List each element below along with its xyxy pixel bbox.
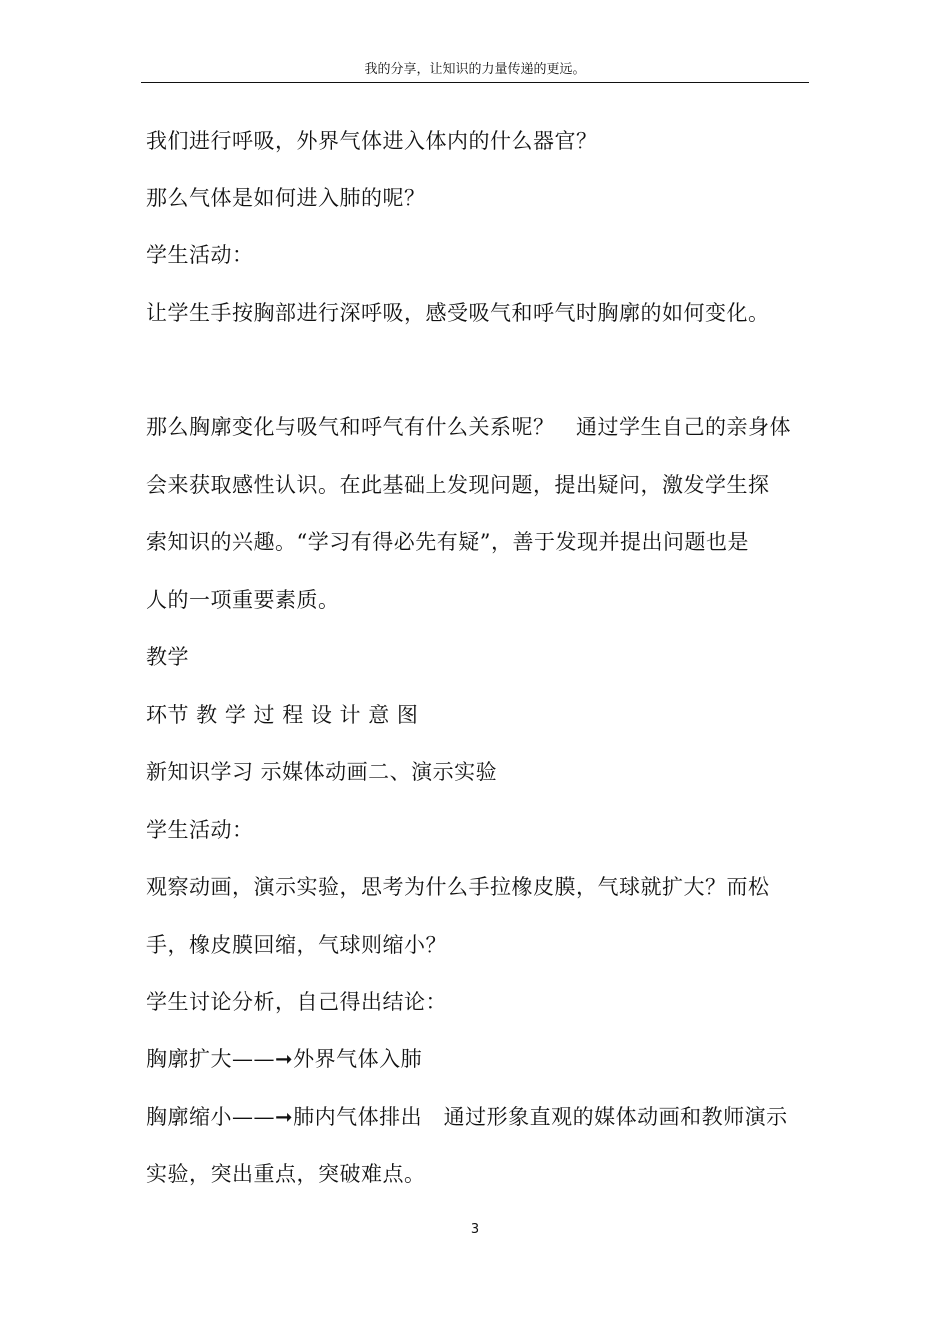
body-line: 胸廓扩大——➞外界气体入肺 <box>146 1047 423 1071</box>
header-rule <box>141 82 809 83</box>
body-line: 让学生手按胸部进行深呼吸，感受吸气和呼气时胸廓的如何变化。 <box>146 301 770 325</box>
body-line: 我们进行呼吸，外界气体进入体内的什么器官？ <box>146 129 598 153</box>
body-line: 人的一项重要素质。 <box>146 588 340 612</box>
body-line: 学生活动： <box>146 818 254 842</box>
body-line: 教学 <box>146 645 189 669</box>
body-line: 学生讨论分析，自己得出结论： <box>146 990 447 1014</box>
body-line: 学生活动： <box>146 243 254 267</box>
body-line: 胸廓缩小——➞肺内气体排出 通过形象直观的媒体动画和教师演示 <box>146 1105 788 1129</box>
body-line: 那么气体是如何进入肺的呢？ <box>146 186 426 210</box>
body-line: 环节 教 学 过 程 设 计 意 图 <box>146 703 419 727</box>
page-header: 我的分享，让知识的力量传递的更远。 <box>364 62 586 77</box>
body-line: 索知识的兴趣。“学习有得必先有疑”，善于发现并提出问题也是 <box>146 530 749 554</box>
body-line: 观察动画，演示实验，思考为什么手拉橡皮膜，气球就扩大？而松 <box>146 875 770 899</box>
body-line: 手，橡皮膜回缩，气球则缩小？ <box>146 933 447 957</box>
body-line: 那么胸廓变化与吸气和呼气有什么关系呢？ 通过学生自己的亲身体 <box>146 415 791 439</box>
body-line: 新知识学习 示媒体动画二、演示实验 <box>146 760 498 784</box>
page-number: 3 <box>470 1222 480 1237</box>
body-line: 会来获取感性认识。在此基础上发现问题，提出疑问，激发学生探 <box>146 473 770 497</box>
body-line: 实验，突出重点，突破难点。 <box>146 1162 426 1186</box>
